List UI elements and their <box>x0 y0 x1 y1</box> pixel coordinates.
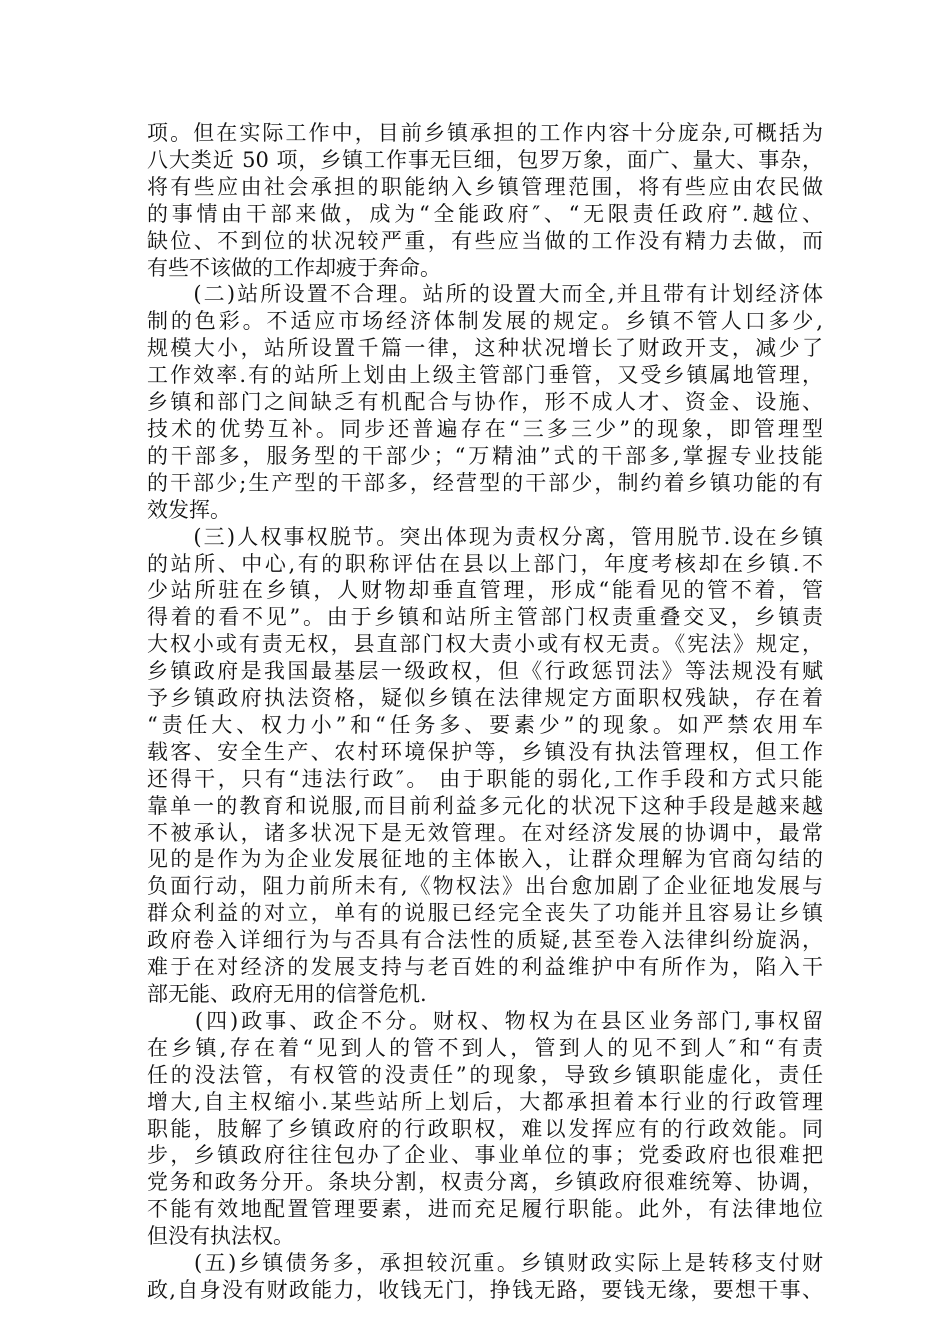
text-line: 项。但在实际工作中，目前乡镇承担的工作内容十分庞杂,可概括为 <box>147 121 823 145</box>
text-line: 载客、安全生产、农村环境保护等，乡镇没有执法管理权，但工作 <box>147 739 823 764</box>
text-line: 少站所驻在乡镇，人财物却垂直管理，形成“能看见的管不着，管 <box>147 578 823 603</box>
text-line: 规模大小，站所设置千篇一律，这种状况增长了财政开支，减少了 <box>147 336 823 361</box>
text-line: 效发挥。 <box>147 497 231 522</box>
text-line: 的站所、中心,有的职称评估在县以上部门，年度考核却在乡镇.不 <box>147 551 823 576</box>
document-body <box>147 120 823 1304</box>
text-line: 见的是作为为企业发展征地的主体嵌入，让群众理解为官商勾结的 <box>147 847 823 872</box>
text-line: 在乡镇,存在着“见到人的管不到人，管到人的见不到人″和“有责 <box>147 1035 823 1060</box>
text-line: 步，乡镇政府往往包办了企业、事业单位的事；党委政府也很难把 <box>147 1143 823 1168</box>
text-line: 难于在对经济的发展支持与老百姓的利益维护中有所作为，陷入干 <box>147 955 823 980</box>
text-line: 的干部少;生产型的干部多，经营型的干部少，制约着乡镇功能的有 <box>147 470 823 495</box>
text-line: 技术的优势互补。同步还普遍存在“三多三少”的现象，即管理型 <box>147 416 823 441</box>
text-line: 党务和政务分开。条块分割，权责分离，乡镇政府很难统筹、协调， <box>147 1170 823 1195</box>
text-line: 靠单一的教育和说服,而目前利益多元化的状况下这种手段是越来越 <box>147 793 823 818</box>
text-line: 制的色彩。不适应市场经济体制发展的规定。乡镇不管人口多少, <box>147 309 823 334</box>
text-line: 群众利益的对立，单有的说服已经完全丧失了功能并且容易让乡镇 <box>147 901 823 926</box>
text-line: (四)政事、政企不分。财权、物权为在县区业务部门,事权留 <box>147 1008 823 1033</box>
text-line: 部无能、政府无用的信誉危机. <box>147 982 427 1006</box>
text-line: 乡镇和部门之间缺乏有机配合与协作，形不成人才、资金、设施、 <box>147 390 823 415</box>
text-line: 得着的看不见”。由于乡镇和站所主管部门权责重叠交叉，乡镇责 <box>147 605 823 630</box>
text-line: 不能有效地配置管理要素，进而充足履行职能。此外，有法律地位 <box>147 1197 823 1222</box>
text-line: 职能，肢解了乡镇政府的行政职权，难以发挥应有的行政效能。同 <box>147 1116 823 1141</box>
text-line: 增大,自主权缩小.某些站所上划后，大都承担着本行业的行政管理 <box>147 1089 823 1114</box>
text-line: 八大类近 50 项，乡镇工作事无巨细，包罗万象，面广、量大、事杂， <box>147 147 823 172</box>
text-line: 大权小或有责无权，县直部门权大责小或有权无责。《宪法》规定， <box>147 632 823 657</box>
text-line: 任的没法管，有权管的没责任”的现象，导致乡镇职能虚化，责任 <box>147 1062 823 1087</box>
text-line: 但没有执法权。 <box>147 1224 294 1249</box>
text-line: 乡镇政府是我国最基层一级政权，但《行政惩罚法》等法规没有赋 <box>147 659 823 684</box>
text-line: 工作效率.有的站所上划由上级主管部门垂管，又受乡镇属地管理， <box>147 363 823 388</box>
text-line: (二)站所设置不合理。站所的设置大而全,并且带有计划经济体 <box>147 282 823 307</box>
text-line: 有些不该做的工作却疲于奔命。 <box>147 255 441 280</box>
text-line: (五)乡镇债务多，承担较沉重。乡镇财政实际上是转移支付财 <box>147 1251 823 1276</box>
text-line: 的干部多，服务型的干部少；“万精油”式的干部多,掌握专业技能 <box>147 443 823 468</box>
text-line: “责任大、权力小”和“任务多、要素少”的现象。如严禁农用车 <box>147 712 823 737</box>
text-line: 缺位、不到位的状况较严重，有些应当做的工作没有精力去做，而 <box>147 228 823 253</box>
text-line: 还得干，只有“违法行政″。 由于职能的弱化,工作手段和方式只能 <box>147 766 823 791</box>
text-line: (三)人权事权脱节。突出体现为责权分离，管用脱节.设在乡镇 <box>147 524 823 549</box>
text-line: 负面行动，阻力前所未有,《物权法》出台愈加剧了企业征地发展与 <box>147 874 823 899</box>
text-line: 政府卷入详细行为与否具有合法性的质疑,甚至卷入法律纠纷旋涡， <box>147 928 823 953</box>
text-line: 予乡镇政府执法资格，疑似乡镇在法律规定方面职权残缺，存在着 <box>147 686 823 711</box>
text-line: 将有些应由社会承担的职能纳入乡镇管理范围，将有些应由农民做 <box>147 174 823 199</box>
text-line: 不被承认，诸多状况下是无效管理。在对经济发展的协调中，最常 <box>147 820 823 845</box>
text-line: 的事情由干部来做，成为“全能政府″、“无限责任政府”.越位、 <box>147 201 823 226</box>
text-line: 政,自身没有财政能力，收钱无门，挣钱无路，要钱无缘，要想干事、 <box>147 1277 823 1302</box>
